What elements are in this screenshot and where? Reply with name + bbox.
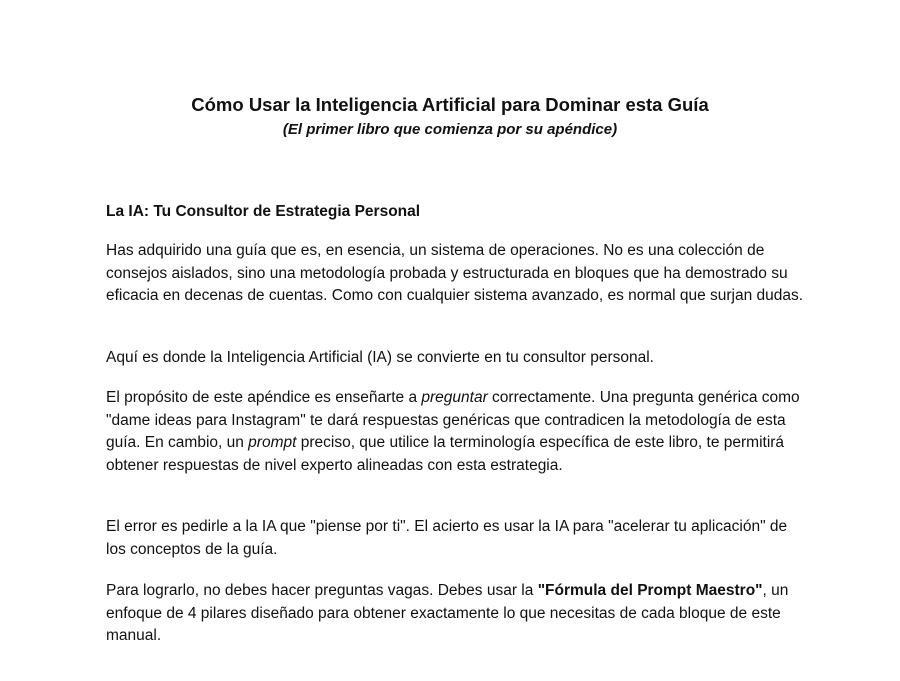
paragraph-error: El error es pedirle a la IA que "piense por ti". El acierto es usar la IA para "acelerar tu aplicación" de los conceptos de la guía. [106,518,788,558]
formula-text-a: Para lograrlo, no debes hacer preguntas vagas. Debes usar la [106,582,538,599]
paragraph-intro: Has adquirido una guía que es, en esencia, un sistema de operaciones. No es una colección de consejos aislados, sino una metodología probada y estructurada en bloques que ha demostrado su eficacia en decenas de cuentas. Como con cualquier sistema avanzado, es normal que surjan dudas. [106,242,804,304]
formula-strong-name: "Fórmula del Prompt Maestro" [537,582,763,599]
paragraph-formula [106,580,806,648]
section-heading: La IA: Tu Consultor de Estrategia Personal [106,203,421,220]
purpose-emphasis-prompt: prompt [248,434,297,451]
purpose-text-c: correctamente. Una pregunta genérica como "dame ideas para Instagram" te dará respuestas genéricas que contradicen la metodología de esta guía. En cambio, un [106,389,800,451]
page-subtitle: (El primer libro que comienza por su apéndice) [282,121,618,138]
purpose-text-e: preciso, que utilice la terminología específica de este libro, te permitirá obtener respuestas de nivel experto alineadas con esta estrategia. [106,434,785,474]
paragraph-ai-consultant: Aquí es donde la Inteligencia Artificial (IA) se convierte en tu consultor personal. [106,349,654,366]
purpose-text-a: El propósito de este apéndice es enseñarte a [106,389,422,406]
paragraph-purpose [106,387,806,477]
purpose-emphasis-preguntar: preguntar [421,389,488,406]
page-title: Cómo Usar la Inteligencia Artificial para Dominar esta Guía [191,94,709,115]
formula-text-c: , un enfoque de 4 pilares diseñado para obtener exactamente lo que necesitas de cada bloque de este manual. [106,582,789,644]
